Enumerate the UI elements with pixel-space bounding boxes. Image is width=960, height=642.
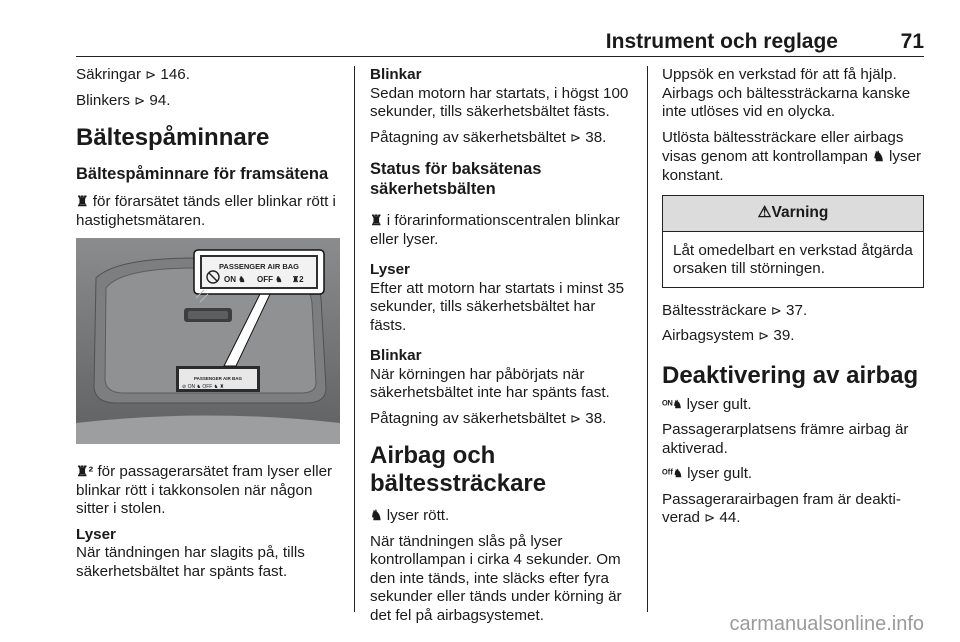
column-divider-1	[354, 66, 355, 612]
airbag-on-icon: ᴼᴺ♞	[662, 398, 683, 411]
console-panel-symbols: ⊘ ON ♞ OFF ♞ ♜	[182, 384, 225, 390]
arrow-icon: ⊳	[770, 302, 782, 318]
section-heading: Bältespåminnare	[76, 124, 270, 151]
column-2	[370, 66, 634, 632]
front-seat-text: ♜ för förarsätet tänds eller blinkar rött i hastighetsmätaren.	[76, 193, 336, 229]
arrow-icon: ⊳	[704, 510, 716, 525]
page-number: 71	[900, 30, 924, 53]
fuses-ref: Säkringar ⊳ 146.	[76, 66, 190, 83]
workshop-text: Uppsök en verkstad för att få hjälp. Airbags och bältessträckarna kanske inte utlöses vid en olycka.	[662, 66, 911, 120]
arrow-icon: ⊳	[134, 92, 146, 108]
lit-heading: Lyser	[76, 525, 116, 543]
panel-title: PASSENGER AIR BAG	[218, 262, 299, 271]
panel-off-label: OFF ♞	[257, 275, 283, 284]
passenger-seat-text: ♜² för passagerarsätet fram lyser eller blinkar rött i takkonsolen när någon sitter i stolen.	[76, 463, 333, 517]
fasten-belt-ref: Påtagning av säkerhetsbältet ⊳ 38.	[370, 128, 607, 146]
activated-text: Passagerarplatsens främre airbag är aktiverad.	[662, 421, 909, 457]
airbag-off-icon: ᴼᶠᶠ♞	[662, 468, 683, 480]
airbag-on-icon: ♞	[238, 275, 246, 284]
warning-box	[662, 195, 924, 288]
column-1	[76, 66, 340, 588]
ignition-text: När tändningen slås på lyser kontrollampan i cirka 4 sekunder. Om den inte tänds, inte släcks efter fyra sekunder eller tänds under körning är det fel på airbagsystemet.	[370, 532, 622, 624]
airbag-red-text: ♞ lyser rött.	[370, 507, 450, 524]
watermark: carmanualsonline.info	[729, 613, 924, 635]
flashing-heading: Blinkar	[370, 66, 422, 83]
airbag-on-text: ᴼᴺ♞ lyser gult.	[662, 395, 752, 413]
deactivation-heading: Deaktivering av airbag	[662, 361, 919, 389]
console-panel-title: PASSENGER AIR BAG	[193, 376, 242, 381]
airbag-off-text: ᴼᶠᶠ♞ lyser gult.	[662, 465, 753, 482]
airbag-off-icon: ♞	[275, 275, 283, 284]
lit-text: När tändningen har slagits på, tills säkerhetsbältet har spänts fast.	[76, 544, 305, 580]
seatbelt-icon: ♜	[370, 212, 383, 228]
lit-heading: Lyser	[370, 261, 410, 278]
fasten-belt-ref: Påtagning av säkerhetsbältet ⊳ 38.	[370, 409, 607, 427]
header-rule	[76, 56, 924, 57]
warning-text: Låt omedelbart en verkstad åtgärda orsaken till störningen.	[673, 241, 913, 277]
arrow-icon: ⊳	[145, 67, 157, 82]
flashing-text: När körningen har påbörjats när säkerhetsbältet inte har spänts fast.	[370, 365, 610, 401]
panel-on-label: ON ♞	[224, 275, 246, 284]
column-divider-2	[647, 66, 648, 612]
rear-belt-status-heading: Status för baksätenas säkerhetsbälten	[370, 160, 542, 198]
arrow-icon: ⊳	[570, 410, 582, 426]
warning-header: ⚠Varning	[663, 196, 923, 232]
airbag-section-heading: Airbag och bältessträckare	[370, 442, 547, 497]
airbag-warning-icon: ♞	[370, 507, 383, 523]
pretensioner-ref: Bältessträckare ⊳ 37.	[662, 301, 808, 319]
roof-console-figure	[76, 238, 340, 444]
subsection-heading: Bältespåminnare för framsätena	[76, 165, 329, 183]
panel-seat-label: ♜2	[292, 275, 304, 284]
arrow-icon: ⊳	[570, 129, 582, 145]
seatbelt-icon: ♜	[76, 193, 89, 209]
triggered-text: Utlösta bältessträckare eller airbags visas genom att kontrollampan ♞ lyser konstant.	[662, 128, 922, 184]
warning-triangle-icon: ⚠	[757, 204, 772, 221]
column-3	[662, 66, 924, 535]
airbag-warning-icon: ♞	[872, 148, 885, 164]
seatbelt-passenger-icon: ♜²	[76, 463, 94, 479]
seatbelt-icon: ♜	[292, 275, 300, 284]
airbag-system-ref: Airbagsystem ⊳ 39.	[662, 327, 795, 344]
flashing-text: Sedan motorn har startats, i högst 100 sekunder, tills säkerhetsbältet fästs.	[370, 84, 629, 120]
lit-text: Efter att motorn har startats i minst 35 sekunder, tills säkerhetsbältet har fästs.	[370, 279, 625, 334]
deactivated-text: Passagerarairbagen fram är deakti-verad ⊳ 44.	[662, 490, 901, 526]
arrow-icon: ⊳	[758, 328, 770, 343]
rear-status-text: ♜ i förarinformationscentralen blinkar eller lyser.	[370, 212, 620, 248]
header-title: Instrument och reglage	[605, 30, 838, 53]
turn-signals-ref: Blinkers ⊳ 94.	[76, 91, 171, 109]
flashing-heading: Blinkar	[370, 347, 422, 364]
